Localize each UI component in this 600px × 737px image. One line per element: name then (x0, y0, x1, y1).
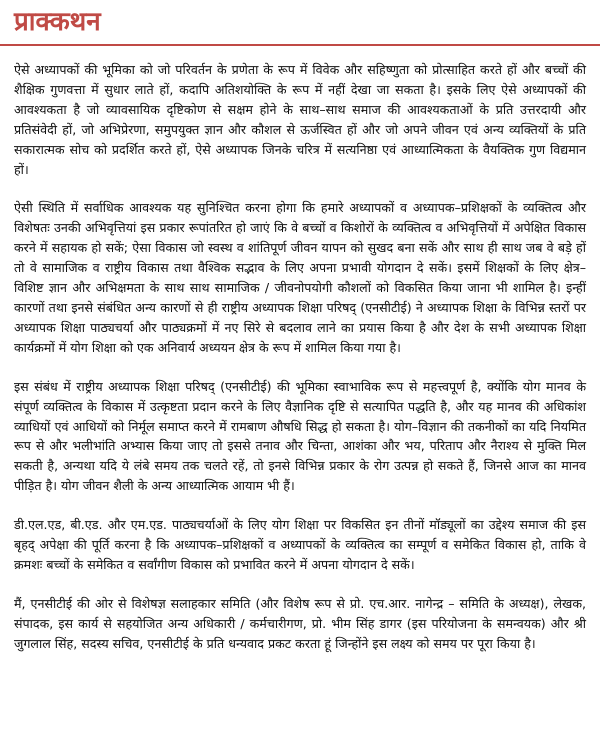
title-divider (0, 44, 600, 46)
paragraph-teacher-role: ऐसे अध्यापकों की भूमिका को जो परिवर्तन के प्रणेता के रूप में विवेक और सहिष्णुता को प्रोत्साहित करते हों और बच्चों की शैक्षिक गुणवत्ता में सुधार लाते हों, कदापि अतिशयोक्ति के रूप में नहीं देखा जा सकता है। इसके लिए ऐसे अध्यापकों की आवश्यकता है जो व्यावसायिक दृष्टिकोण से सक्षम होने के साथ–साथ समाज की आवश्यकताओं के प्रति उत्तरदायी और प्रतिसंवेदी हों, जो अभिप्रेरणा, समुपयुक्त ज्ञान और कौशल से ऊर्जस्वित हों और जो अपने जीवन एवं अन्य व्यक्तियों के प्रति सकारात्मक सोच को प्रदर्शित करते हों, ऐसे अध्यापक जिनके चरित्र में सत्यनिष्ठा एवं आध्यात्मिकता के वैयक्तिक गुण विद्यमान हों। (14, 62, 586, 177)
paragraph-personality-development: ऐसी स्थिति में सर्वाधिक आवश्यक यह सुनिश्चित करना होगा कि हमारे अध्यापकों व अध्यापक–प्रशिक्षकों के व्यक्तित्व और विशेषतः उनकी अभिवृत्तियां इस प्रकार रूपांतरित हो जाएं कि वे बच्चों व किशोरों के व्यक्तित्व व अभिवृत्तियों में अपेक्षित विकास करने में सहायक हो सकें; ऐसा विकास जो स्वस्थ व शांतिपूर्ण जीवन यापन को सुखद बना सकें और साथ ही साथ जब वे बड़े हों तो वे सामाजिक व राष्ट्रीय विकास तथा वैश्विक सद्भाव के लिए अपना प्रभावी योगदान दे सकें। इसमें शिक्षकों के लिए क्षेत्र–विशिष्ट ज्ञान और अभिक्षमता के साथ साथ सामाजिक / जीवनोपयोगी कौशलों को विकसित किया जाना भी शामिल है। इन्हीं कारणों तथा इनसे संबंधित अन्य कारणों से ही राष्ट्रीय अध्यापक शिक्षा परिषद् (एनसीटीई) ने अध्यापक शिक्षा के विभिन्न स्तरों पर अध्यापक शिक्षा पाठ्यचर्या और पाठ्यक्रमों में नए सिरे से बदलाव लाने का प्रयास किया है और देश के सभी अध्यापक शिक्षा कार्यक्रमों में योग शिक्षा को एक अनिवार्य अध्ययन क्षेत्र के रूप में शामिल किया गया है। (14, 200, 586, 355)
paragraph-gap (14, 358, 586, 377)
paragraph-gap (14, 575, 586, 594)
paragraph-acknowledgement: मैं, एनसीटीई की ओर से विशेषज्ञ सलाहकार समिति (और विशेष रूप से प्रो. एच.आर. नागेन्द्र – समिति के अध्यक्ष), लेखक, संपादक, इस कार्य से सहयोजित अन्य अधिकारी / कर्मचारीगण, प्रो. भीम सिंह डागर (इस परियोजना के समन्वयक) और श्री जुगलाल सिंह, सदस्य सचिव, एनसीटीई के प्रति धन्यवाद प्रकट करता हूं जिन्होंने इस लक्ष्य को समय पर पूरा किया है। (14, 595, 586, 651)
page-title: प्राक्कथन (14, 7, 101, 37)
paragraph-gap (14, 496, 586, 515)
paragraph-gap (14, 179, 586, 198)
paragraph-modules: डी.एल.एड, बी.एड. और एम.एड. पाठ्यचर्याओं के लिए योग शिक्षा पर विकसित इन तीनों मॉड्यूलों का उद्देश्य समाज की इस बृहद् अपेक्षा की पूर्ति करना है कि अध्यापक–प्रशिक्षकों व अध्यापकों के व्यक्तित्व का सम्पूर्ण व समेकित विकास हो, ताकि वे क्रमशः बच्चों के समेकित व सर्वांगीण विकास को प्रभावित करने में अपना योगदान दे सकें। (14, 517, 586, 572)
paragraph-ncte-yoga: इस संबंध में राष्ट्रीय अध्यापक शिक्षा परिषद् (एनसीटीई) की भूमिका स्वाभाविक रूप से महत्त्वपूर्ण है, क्योंकि योग मानव के संपूर्ण व्यक्तित्व के विकास में उत्कृष्टता प्रदान करने के लिए वैज्ञानिक दृष्टि से सत्यापित पद्धति है, और यह मानव की अधिकांश व्याधियों एवं आधियों को निर्मूल समाप्त करने में रामबाण औषधि सिद्ध हो सकता है। योग–विज्ञान की तकनीकों का यदि नियमित रूप से और भलीभांति अभ्यास किया जाए तो इससे तनाव और चिन्ता, आशंका और भय, परिताप और नैराश्य से मुक्ति मिल सकती है, अन्यथा यदि ये लंबे समय तक चलते रहें, तो इनसे विभिन्न प्रकार के रोग उत्पन्न हो सकते हैं, जिनसे आज का मानव पीड़ित है। योग जीवन शैली के अन्य आध्यात्मिक आयाम भी हैं। (14, 378, 586, 494)
